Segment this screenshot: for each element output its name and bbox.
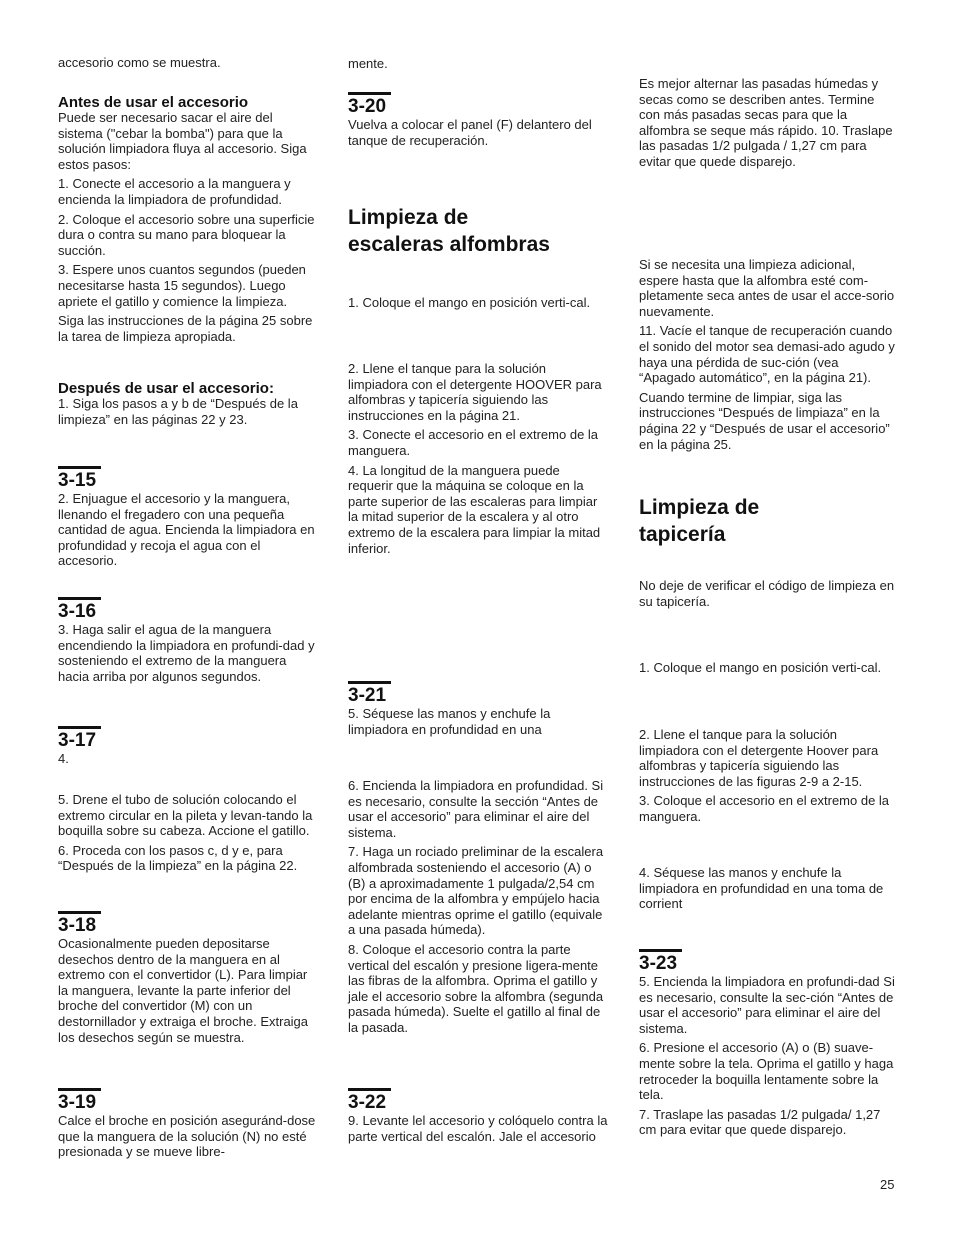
figure-text: Calce el broche en posición aseguránd-dose que la manguera de la solución (N) no esté presionada y se mueve libre- — [58, 1113, 316, 1160]
figure-label: 3-20 — [348, 92, 391, 117]
figure-label: 3-15 — [58, 466, 101, 491]
before-step-2: 2. Coloque el accesorio sobre una superficie dura o contra su mano para bloquear la succión. — [58, 211, 315, 258]
section-title — [639, 494, 897, 548]
figure-text: 2. Enjuague el accesorio y la manguera, llenando el fregadero con una pequeña cantidad de agua. Encienda la limpiadora en profundidad y recoja el agua con el accesorio. — [58, 491, 315, 569]
step-text: 1. Coloque el mango en posición verti-cal. — [639, 660, 882, 675]
figure-label: 3-17 — [58, 726, 101, 751]
step-text: 4. Séquese las manos y enchufe la limpiadora en profundidad en una toma de corrient — [639, 865, 884, 912]
figure-text: Ocasionalmente pueden depositarse desechos dentro de la manguera en al extremo con el convertidor (L). Para limpiar la manguera, levante la parte inferior del broche del convertidor (M) con un destornillador y extraiga el broche. Extraiga los desechos según se muestra. — [58, 936, 309, 1045]
after-step-1: 1. Siga los pasos a y b de “Después de la limpieza” en las páginas 22 y 23. — [58, 396, 298, 427]
before-section — [58, 95, 316, 348]
figure-text: 3. Haga salir el agua de la manguera encendiendo la limpiadora en profundi-dad y sosteniendo el extremo de la manguera hacia arriba por algunos segundos. — [58, 622, 315, 684]
title-line: Limpieza de — [639, 496, 760, 519]
before-step-1: 1. Conecte el accesorio a la manguera y encienda la limpiadora de profundidad. — [58, 176, 291, 207]
title-line: escaleras alfombras — [348, 233, 550, 256]
step-text: 6. Encienda la limpiadora en profundidad. Si es necesario, consulte la sección “Antes de usar el accesorio” para eliminar el aire del sistema. — [348, 778, 604, 840]
figure-block — [639, 949, 897, 1142]
step-text: 2. Llene el tanque para la solución limpiadora con el detergente HOOVER para alfombras y tapicería siguiendo las instrucciones en la página 21. — [348, 361, 602, 423]
figure-text: 9. Levante lel accesorio y colóquelo contra la parte vertical del escalón. Jale el accesorio — [348, 1113, 608, 1144]
steps-group — [639, 727, 897, 829]
figure-text: 5. Séquese las manos y enchufe la limpiadora en profundidad en una — [348, 706, 551, 737]
continuation-text: mente. — [348, 56, 388, 71]
steps-group — [348, 361, 608, 560]
step-text: 3. Coloque el accesorio en el extremo de la manguera. — [639, 793, 890, 824]
before-heading: Antes de usar el accesorio — [58, 94, 249, 111]
step-text: 5. Encienda la limpiadora en profundi-dad Si es necesario, consulte la sec-ción “Antes de usar el accesorio” para eliminar el aire del sistema. — [639, 974, 895, 1036]
title-line: tapicería — [639, 523, 726, 546]
figure-text: Vuelva a colocar el panel (F) delantero del tanque de recuperación. — [348, 117, 592, 148]
figure-text: 4. — [58, 751, 69, 766]
step-text: Cuando termine de limpiar, siga las instrucciones “Después de limpiaza” en la página 22 y “Después de usar el accesorio” en la página 25. — [639, 389, 890, 452]
figure-text: 5. Drene el tubo de solución colocando el extremo circular en la pileta y levan-tando la boquilla sobre su cabeza. Accione el gatillo. — [58, 792, 313, 839]
before-step-3: 3. Espere unos cuantos segundos (pueden necesitarse hasta 15 segundos). Luego apriete el gatillo y comience la limpieza. — [58, 262, 306, 309]
after-section — [58, 381, 316, 431]
steps-group — [639, 257, 897, 456]
figure-label: 3-19 — [58, 1088, 101, 1113]
figure-block — [58, 1088, 316, 1164]
figure-text: 6. Proceda con los pasos c, d y e, para “Después de la limpieza” en la página 22. — [58, 842, 298, 874]
after-heading: Después de usar el accesorio: — [58, 380, 274, 397]
figure-block — [348, 1088, 608, 1148]
step-text: 3. Conecte el accesorio en el extremo de la manguera. — [348, 427, 599, 458]
intro-paragraph: Es mejor alternar las pasadas húmedas y secas como se describen antes. Termine con más pasadas secas para que la alfombra se seque más rápido. 10. Traslape las pasadas 1/2 pulgada / 1,27 cm para evitar que quede disparejo. — [639, 76, 893, 169]
before-text: Puede ser necesario sacar el aire del sistema ("cebar la bomba") para que la solución limpiadora fluya al accesorio. Siga estos pasos: — [58, 110, 307, 172]
steps-group — [348, 778, 608, 1040]
step-text: 4. La longitud de la manguera puede requerir que la máquina se coloque en la parte superior de las escaleras para limpiar la mitad superior de la escalera y al otro extremo de la escalera para limpiar la mitad inferior. — [348, 462, 601, 556]
figure-continuation — [58, 792, 316, 878]
figure-label: 3-18 — [58, 911, 101, 936]
page-number: 25 — [880, 1177, 895, 1192]
figure-block — [58, 911, 316, 1049]
figure-block — [58, 597, 316, 688]
note-text: No deje de verificar el código de limpieza en su tapicería. — [639, 578, 895, 609]
section-title — [348, 204, 608, 258]
step-text: 8. Coloque el accesorio contra la parte vertical del escalón y presione ligera-mente las fibras de la alfombra. Oprima el gatillo y jale el accesorio sobre la alfombra (segunda pasada húmeda). Suelte el gatillo al final de la pasada. — [348, 941, 604, 1035]
step-text: 11. Vacíe el tanque de recuperación cuando el sonido del motor sea demasi-ado agudo y haya una pérdida de suc-ción (vea “Apagado automático”, en la página 21). — [639, 323, 895, 386]
figure-label: 3-23 — [639, 949, 682, 974]
figure-label: 3-16 — [58, 597, 101, 622]
figure-label: 3-21 — [348, 681, 391, 706]
step-text: 7. Haga un rociado preliminar de la escalera alfombrada sosteniendo el accesorio (A) o (B) a aproximadamente 1 pulgada/2,54 cm por encima de la alfombra y empújelo hacia adelante mientras oprime el gatillo (equivale a una pasada húmeda). — [348, 844, 604, 938]
figure-label: 3-22 — [348, 1088, 391, 1113]
intro-text: accesorio como se muestra. — [58, 55, 221, 70]
figure-block — [58, 726, 316, 771]
figure-block — [348, 681, 608, 741]
step-text: 1. Coloque el mango en posición verti-cal. — [348, 295, 591, 310]
title-line: Limpieza de — [348, 206, 469, 229]
before-follow: Siga las instrucciones de la página 25 sobre la tarea de limpieza apropiada. — [58, 313, 313, 344]
figure-block — [348, 92, 608, 152]
step-text: 6. Presione el accesorio (A) o (B) suave-mente sobre la tela. Oprima el gatillo y haga retroceder la boquilla lentamente sobre la tela. — [639, 1040, 894, 1103]
step-text: 7. Traslape las pasadas 1/2 pulgada/ 1,27 cm para evitar que quede disparejo. — [639, 1106, 881, 1138]
step-text: 2. Llene el tanque para la solución limpiadora con el detergente Hoover para alfombras y tapicería siguiendo las instrucciones de las figuras 2-9 a 2-15. — [639, 727, 879, 789]
figure-block — [58, 466, 316, 573]
step-text: Si se necesita una limpieza adicional, espere hasta que la alfombra esté com-pletamente seca antes de usar el acce-sorio nuevamente. — [639, 257, 895, 319]
